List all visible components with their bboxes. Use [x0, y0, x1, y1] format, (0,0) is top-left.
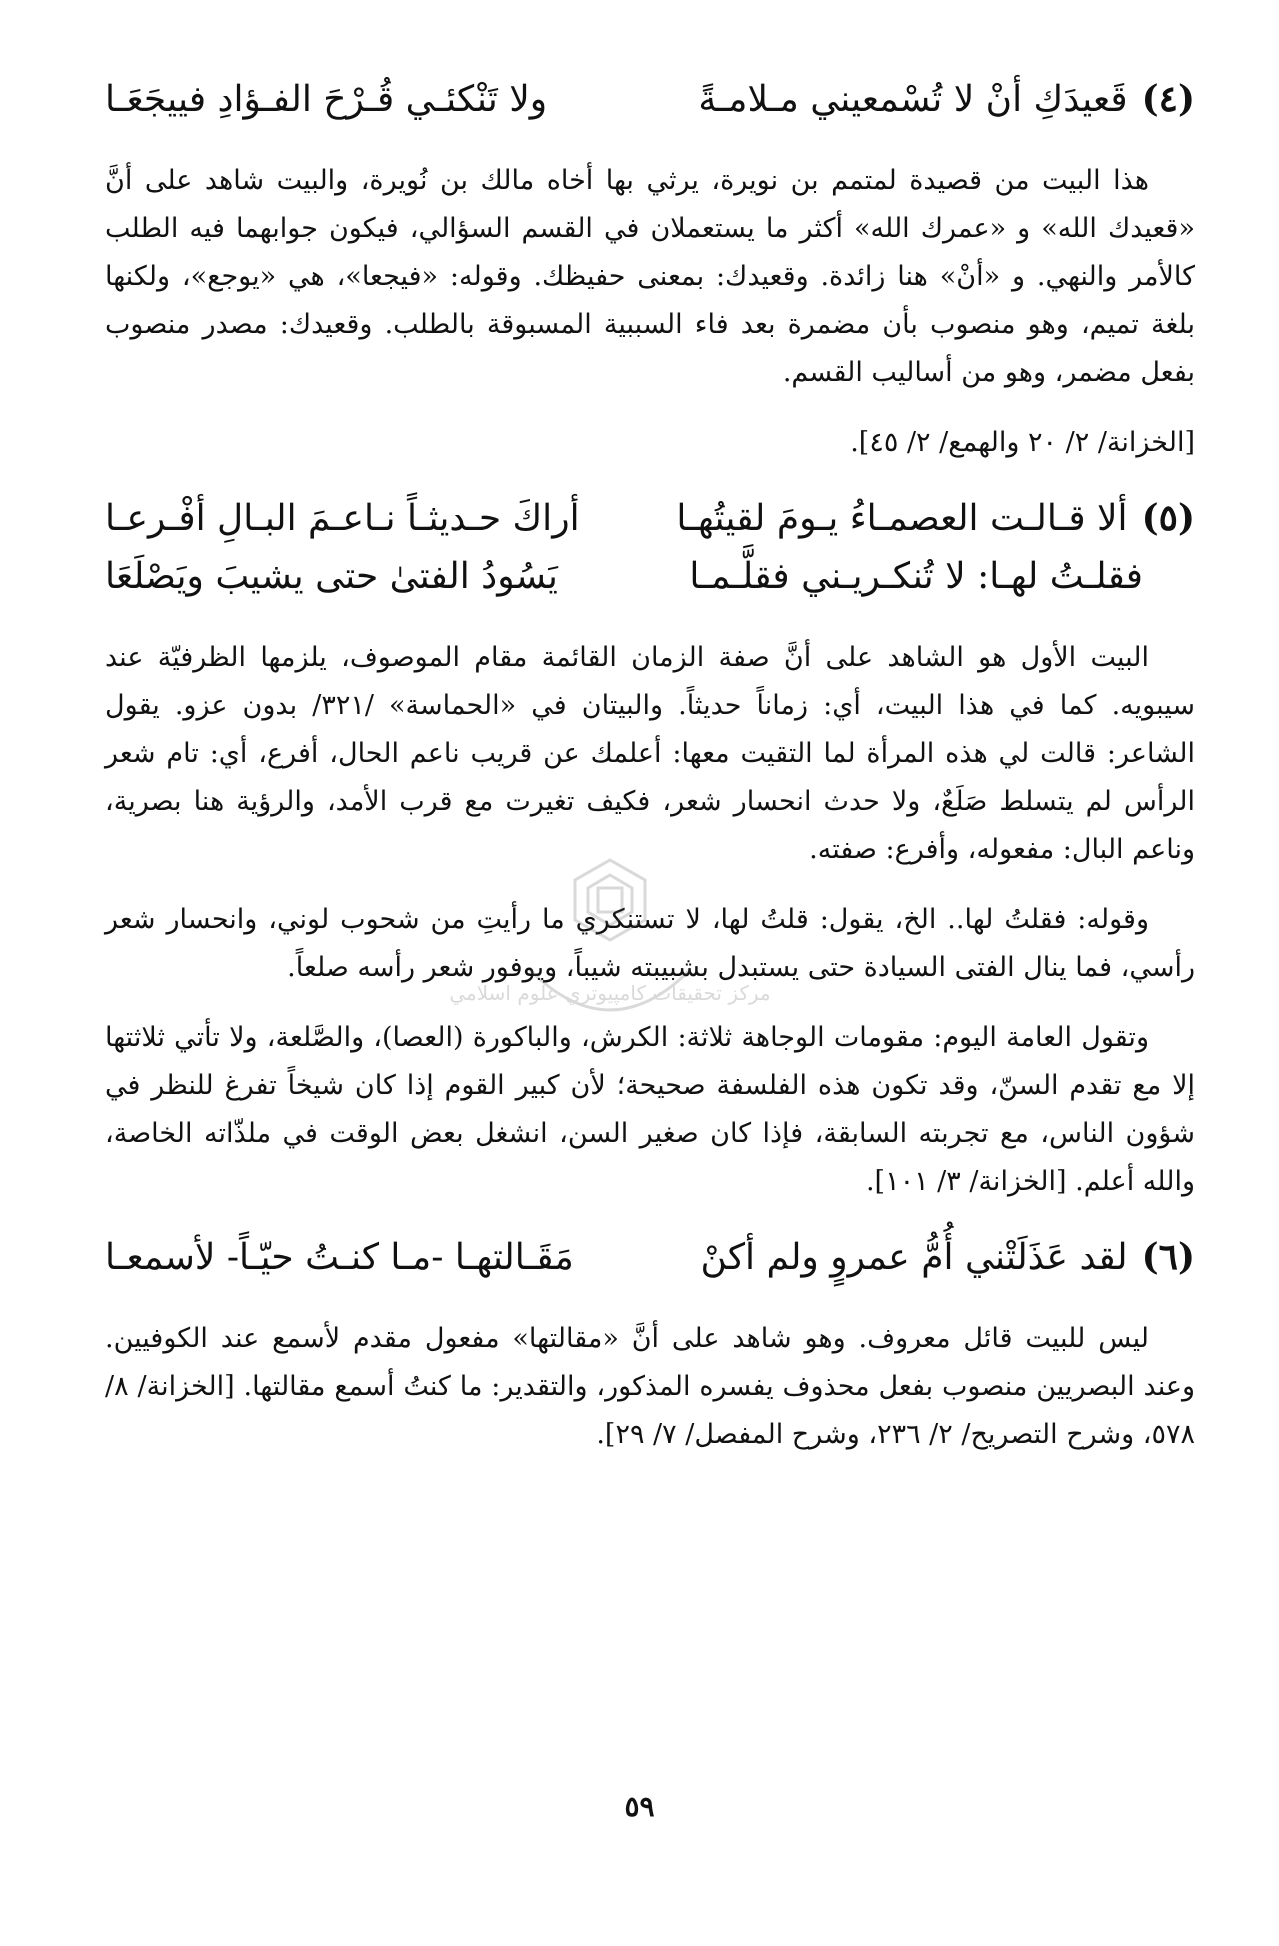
verse-4-first-hemistich: [698, 70, 1195, 129]
verse-6-second-hemistich: مَقَـالتهـا -مـا كنـتُ حيّـاً- لأسمعـا: [105, 1237, 574, 1278]
verse-6-first-hemistich: [701, 1228, 1196, 1287]
verse-5-line-2: [105, 548, 1195, 606]
verse-6-line: [105, 1228, 1195, 1287]
commentary-5-paragraph-3: وتقول العامة اليوم: مقومات الوجاهة ثلاثة: الكرش، والباكورة (العصا)، والصَّلعة، ولا تأتي ثلاثتها إلا مع تقدم السنّ، وقد تكون هذه الفلسفة صحيحة؛ لأن كبير القوم إذا كان شيخاً تفرغ للنظر في شؤون الناس، مع تجربته السابقة، فإذا كان صغير السن، انشغل بعض الوقت في ملذّاته الخاصة، والله أعلم. [الخزانة/ ٣/ ١٠١].: [105, 1022, 1195, 1197]
verse-4-line: [105, 70, 1195, 129]
verse-6: [105, 1228, 1195, 1287]
verse-5-line-1-first-hemistich: [676, 489, 1195, 548]
commentary-5-paragraph-1: البيت الأول هو الشاهد على أنَّ صفة الزمان القائمة مقام الموصوف، يلزمها الظرفيّة عند سيبويه. كما في هذا البيت، أي: زماناً حديثاً. والبيتان في «الحماسة» /٣٢١/ بدون عزو. يقول الشاعر: قالت لي هذه المرأة لما التقيت معها: أعلمك عن قريب ناعم الحال، أفرع، أي: تام شعر الرأس لم يتسلط صَلَعٌ، ولا حدث انحسار شعر، فكيف تغيرت مع قرب الأمد، والرؤية هنا بصرية، وناعم البال: مفعوله، وأفرع: صفته.: [105, 642, 1196, 865]
verse-5: [105, 489, 1195, 606]
verse-5-line-2-first-hemistich: فقلـتُ لهـا: لا تُنكـريـني فقلَّـمـا: [689, 556, 1143, 597]
verse-4: [105, 70, 1195, 129]
verse-6-number: (٦): [1141, 1236, 1195, 1278]
verse-5-line-1-right-text: ألا قـالـت العصمـاءُ يـومَ لقيتُهـا: [676, 498, 1128, 539]
document-page: [105, 70, 1195, 1910]
commentary-4: هذا البيت من قصيدة لمتمم بن نويرة، يرثي بها أخاه مالك بن نُويرة، والبيت شاهد على أنَّ «قعيدك الله» و «عمرك الله» أكثر ما يستعملان في القسم السؤالي، فيكون جوابهما فيه الطلب كالأمر والنهي. و «أنْ» هنا زائدة. وقعيدك: بمعنى حفيظك. وقوله: «فيجعا»، هي «يوجع»، ولكنها بلغة تميم، وهو منصوب بأن مضمرة بعد فاء السببية المسبوقة بالطلب. وقعيدك: مصدر منصوب بفعل مضمر، وهو من أساليب القسم.: [105, 165, 1195, 388]
commentary-4-reference: [الخزانة/ ٢/ ٢٠ والهمع/ ٢/ ٤٥].: [850, 427, 1195, 458]
commentary-5-paragraph-2: وقوله: فقلتُ لها.. الخ، يقول: قلتُ لها، لا تستنكري ما رأيتِ من شحوب لوني، وانحسار شعر رأسي، فما ينال الفتى السيادة حتى يستبدل بشبيبته شيباً، ويوفور شعر رأسه صلعاً.: [105, 904, 1195, 983]
verse-6-right-text: لقد عَذَلَتْني أُمُّ عمروٍ ولم أكنْ: [700, 1237, 1128, 1278]
verse-5-line-2-second-hemistich: يَسُودُ الفتىٰ حتى يشيبَ ويَصْلَعَا: [105, 556, 558, 597]
verse-4-number: (٤): [1141, 78, 1195, 120]
verse-5-line-1-second-hemistich: أراكَ حـديثـاً نـاعـمَ البـالِ أفْـرعـا: [105, 498, 580, 539]
verse-5-number: (٥): [1141, 497, 1195, 539]
verse-5-line-1: [105, 489, 1195, 548]
verse-4-right-text: قَعيدَكِ أنْ لا تُسْمعيني مـلامـةً: [698, 79, 1128, 120]
verse-4-second-hemistich: ولا تَنْكئـي قُـرْحَ الفـؤادِ فييجَعَـا: [105, 79, 548, 120]
page-number: ٥٩: [624, 1790, 655, 1823]
commentary-6: ليس للبيت قائل معروف. وهو شاهد على أنَّ «مقالتها» مفعول مقدم لأسمع عند الكوفيين. وعند البصريين منصوب بفعل محذوف يفسره المذكور، والتقدير: ما كنتُ أسمع مقالتها. [الخزانة/ ٨/ ٥٧٨، وشرح التصريح/ ٢/ ٢٣٦، وشرح المفصل/ ٧/ ٢٩].: [105, 1323, 1195, 1450]
watermark-text: مركز تحقيقات كامپيوتري علوم اسلامي: [449, 981, 771, 1005]
